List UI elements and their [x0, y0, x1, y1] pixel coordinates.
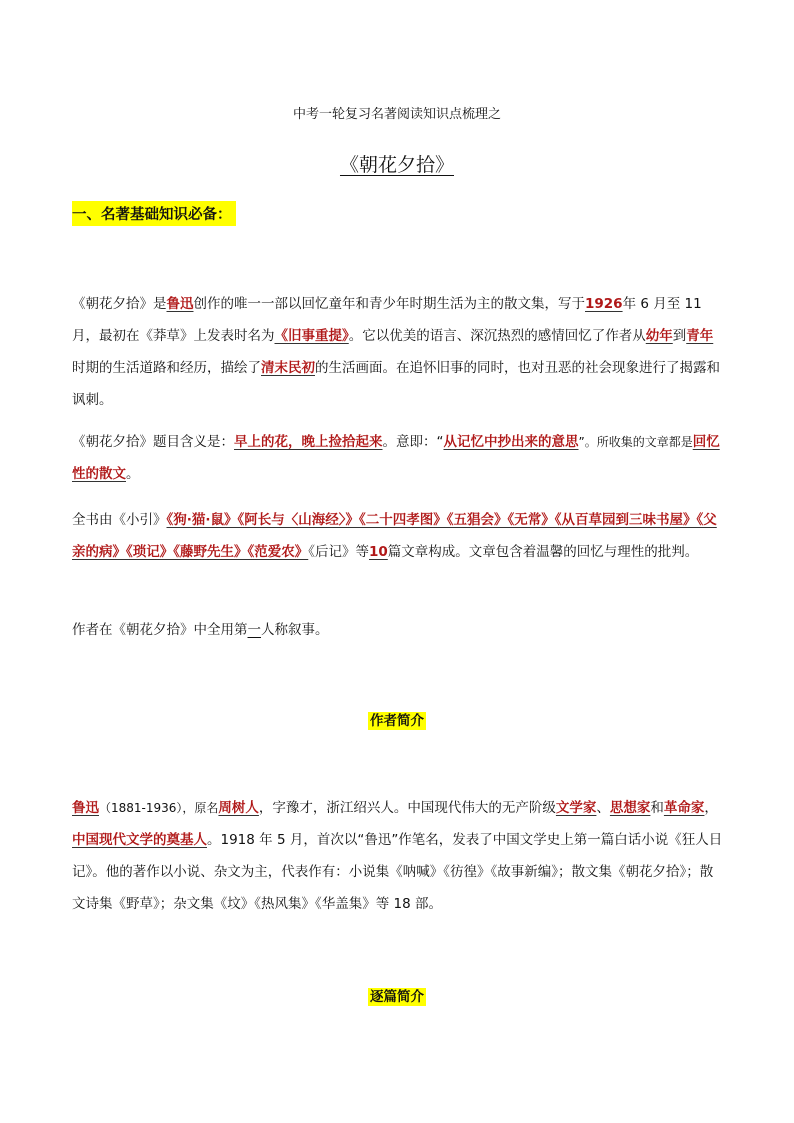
text-run: 《朝花夕拾》题目含义是： — [72, 434, 234, 450]
highlight-quote: 从记忆中抄出来的意思 — [443, 434, 579, 450]
paragraph-intro — [72, 288, 724, 416]
underline-person: 一 — [247, 622, 261, 638]
text-run: ，字豫才，浙江绍兴人。中国现代伟大的无产阶级 — [258, 800, 556, 816]
highlight-era: 清末民初 — [261, 360, 315, 376]
text-run: ”。所收集的文章都是 — [578, 435, 693, 449]
highlight-meaning: 早上的花，晚上捡拾起来 — [234, 434, 383, 450]
author-heading-text: 作者简介 — [370, 713, 424, 729]
highlight-author-name: 鲁迅 — [72, 800, 99, 816]
section-heading-essays — [0, 985, 794, 1005]
highlight-real-name: 周树人 — [218, 800, 259, 816]
highlight-revolutionary: 革命家 — [663, 800, 705, 816]
essays-heading-text: 逐篇简介 — [370, 989, 424, 1005]
paragraph-contents — [72, 504, 724, 568]
highlight-original-title: 《旧事重提》 — [274, 328, 349, 344]
text-run: 的生活画面。在追怀旧事的同时，也对丑恶的社会现象进行了揭露和讽刺。 — [72, 360, 720, 408]
highlight-childhood: 幼年 — [645, 328, 673, 344]
highlight-founder: 中国现代文学的奠基人 — [72, 832, 207, 848]
text-run: 。1918 年 5 月，首次以“鲁迅”作笔名，发表了中国文学史上第一篇白话小说《狂人日记》。他的著作以小说、杂文为主，代表作有：小说集《呐喊》《彷徨》《故事新编》；散文集《朝花夕拾》；散文诗集《野草》；杂文集《坟》《热风集》《华盖集》等 18 部。 — [72, 832, 723, 912]
text-run: 全书由《小引》 — [72, 512, 167, 528]
text-run: 和 — [650, 800, 664, 816]
paragraph-title-meaning — [72, 426, 724, 490]
text-run: 篇文章构成。文章包含着温馨的回忆与理性的批判。 — [387, 544, 699, 560]
section-heading-author — [0, 709, 794, 729]
text-run: 作者在《朝花夕拾》中全用第 — [72, 622, 248, 638]
text-run: 。 — [126, 466, 140, 482]
paragraph-narration — [72, 614, 724, 646]
text-run: 年 6 月至 11 月，最初在《莽草》上发表时名为 — [72, 296, 702, 344]
text-run: 人称叙事。 — [261, 622, 329, 638]
text-run: 到 — [672, 328, 687, 344]
text-run: 。意即：“ — [382, 434, 444, 450]
text-run: 《后记》等 — [308, 544, 369, 560]
text-run: 创作的唯一一部以回忆童年和青少年时期生活为主的散文集，写于 — [193, 296, 585, 312]
highlight-genre: 回忆性的散文 — [72, 434, 720, 482]
text-run: 《朝花夕拾》是 — [72, 296, 167, 312]
text-run: 、 — [596, 800, 610, 816]
page-subtitle: 中考一轮复习名著阅读知识点梳理之 — [292, 107, 501, 122]
page-title — [0, 150, 794, 177]
highlight-writer: 文学家 — [555, 800, 597, 816]
highlight-youth: 青年 — [686, 328, 714, 344]
text-run: 。它以优美的语言、深沉热烈的感情回忆了作者从 — [348, 328, 646, 344]
text-run: 时期的生活道路和经历，描绘了 — [72, 360, 261, 376]
paragraph-author-bio — [72, 792, 724, 920]
page-title-text: 《朝花夕拾》 — [339, 154, 454, 176]
text-run: ， — [704, 800, 718, 816]
highlight-chapter-list: 《狗·猫·鼠》《阿长与〈山海经〉》《二十四孝图》《五猖会》《无常》《从百草园到三味书屋》《父亲的病》《琐记》《藤野先生》《范爱农》 — [72, 512, 717, 560]
highlight-year: 1926 — [585, 296, 623, 312]
highlight-author: 鲁迅 — [166, 296, 194, 312]
highlight-count: 10 — [369, 544, 388, 560]
section-heading-basics: 一、名著基础知识必备： — [72, 201, 236, 226]
text-run: （1881-1936），原名 — [99, 801, 219, 815]
highlight-thinker: 思想家 — [609, 800, 651, 816]
